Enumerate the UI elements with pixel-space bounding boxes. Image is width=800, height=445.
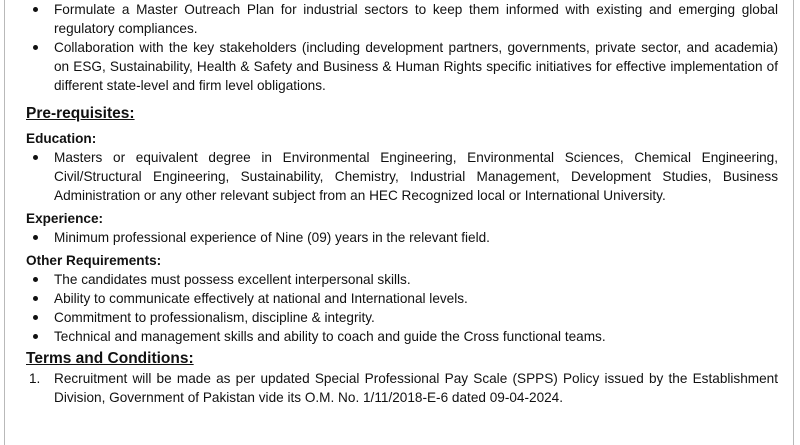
document-content [26,0,778,407]
education-heading: Education: [26,131,97,146]
experience-list [26,228,778,247]
prerequisites-heading: Pre-requisites: [26,105,135,122]
list-item: Technical and management skills and ability to coach and guide the Cross functional teams. [26,327,778,346]
responsibilities-list [26,0,778,95]
item-number: 1. [29,371,41,386]
bullet-icon [33,334,38,339]
bullet-icon [33,296,38,301]
other-requirements-list [26,270,778,346]
bullet-icon [33,277,38,282]
list-item: 1. Recruitment will be made as per updated Special Professional Pay Scale (SPPS) Policy issued by the Establishment Division, Government of Pakistan vide its O.M. No. 1/11/2018-E-6 dated 09-04-2024. [29,371,778,405]
list-item: Collaboration with the key stakeholders (including development partners, governments, private sector, and academia) on ESG, Sustainability, Health & Safety and Business & Human Rights specific initiatives for effective implementation of different state-level and firm level obligations. [26,38,778,95]
list-item: Commitment to professionalism, discipline & integrity. [26,308,778,327]
list-item: The candidates must possess excellent interpersonal skills. [26,270,778,289]
bullet-icon [33,315,38,320]
list-item: Formulate a Master Outreach Plan for industrial sectors to keep them informed with existing and emerging global regulatory compliances. [26,0,778,38]
terms-heading: Terms and Conditions: [26,350,194,367]
list-item: Masters or equivalent degree in Environmental Engineering, Environmental Sciences, Chemical Engineering, Civil/Structural Engineering, Sustainability, Chemistry, Industrial Management, Development Studies, Business Administration or any other relevant subject from an HEC Recognized local or International University. [26,148,778,205]
bullet-icon [33,235,38,240]
bullet-icon [33,7,38,12]
list-item: Ability to communicate effectively at national and International levels. [26,289,778,308]
other-requirements-heading: Other Requirements: [26,253,162,268]
list-item: Minimum professional experience of Nine (09) years in the relevant field. [26,228,778,247]
terms-list [26,369,778,407]
education-list [26,148,778,205]
bullet-icon [33,155,38,160]
bullet-icon [33,45,38,50]
experience-heading: Experience: [26,211,104,226]
